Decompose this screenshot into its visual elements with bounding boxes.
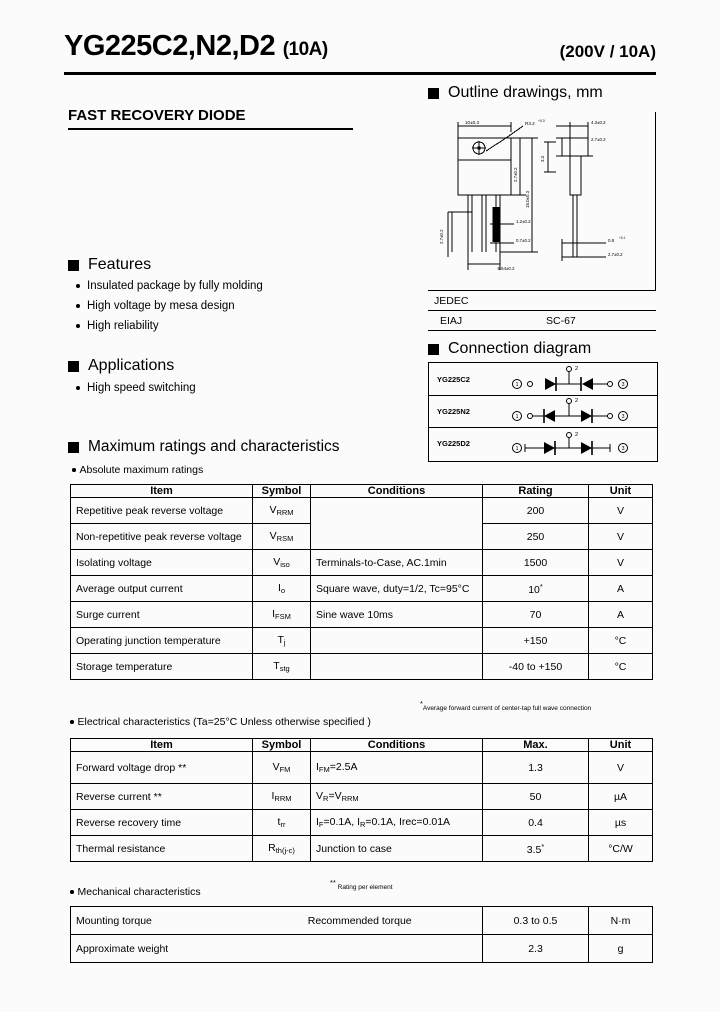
application-text: High speed switching [87,382,196,394]
bullet-square-icon [428,88,439,99]
footnote-text: Average forward current of center-tap full wave connection [422,705,592,712]
table-row [71,628,653,654]
applications-list [68,380,196,400]
rating-summary: (200V / 10A) [559,42,656,61]
cell-max: 50 [483,784,589,810]
cell-rating: 1500 [483,550,589,576]
features-heading [68,256,151,274]
cell-conditions: $V_R=V_{RRM}$ [311,784,483,810]
connection-diagram-box [428,362,658,462]
cell-item: Forward voltage drop ** [71,752,253,784]
dim-side-lead-thick: 0.8 [608,238,615,243]
title-row [64,30,656,70]
electrical-footnote [330,878,393,891]
cell-item: Storage temperature [71,654,253,680]
dim-height-outer: 15.0±0.3 [525,190,530,208]
electrical-subheading-label: Electrical characteristics (Ta=25°C Unless otherwise specified ) [77,716,371,728]
cell-rating: -40 to +150 [483,654,589,680]
outline-drawing-figure [428,112,656,289]
part-numbers: YG225C2,N2,D2 [64,30,276,62]
outline-heading-label: Outline drawings, mm [448,84,603,101]
table-header-row [71,739,653,752]
cell-conditions [311,628,483,654]
cell-item: Non-repetitive peak reverse voltage [71,524,253,550]
standard-name: EIAJ [428,311,540,331]
dim-lead-pitch: 5.64±0.2 [497,266,515,271]
table-row [71,524,653,550]
list-item [68,298,263,315]
bullet-square-icon [428,344,439,355]
table-row [71,550,653,576]
terminal-2: 2 [575,398,579,404]
cell-max: 3.5* [483,836,589,862]
cell-item: Reverse current ** [71,784,253,810]
cell-value: 2.3 [483,935,589,963]
dim-radius: R3.2 [525,121,535,126]
table-row [71,602,653,628]
column-header-symbol: Symbol [253,485,311,498]
table-row [428,311,656,331]
title-divider [64,72,656,75]
mech-item-label: Mounting torque [76,914,152,927]
column-header-rating: Rating [483,485,589,498]
current-suffix: (10A) [282,39,328,60]
cell-conditions: $I_F=0.1A$, $I_R=0.1A$, Irec=0.01A [311,810,483,836]
applications-heading-label: Applications [88,357,175,374]
cell-rating: 200 [483,498,589,524]
column-header-conditions: Conditions [311,739,483,752]
list-item [68,278,263,295]
cell-item: Approximate weight [71,935,483,963]
terminal-1: 1 [515,382,519,388]
mech-conditions-label: Recommended torque [307,914,412,927]
outline-panel-right-border [655,112,656,290]
terminal-1: 1 [515,414,519,420]
footnote-text: Rating per element [337,884,393,891]
mechanical-subheading-label: Mechanical characteristics [77,886,201,898]
cell-rating: 250 [483,524,589,550]
terminal-1: 1 [515,446,519,452]
connection-part-label-c2: YG225C2 [437,374,470,384]
cell-conditions: Sine wave 10ms [311,602,483,628]
column-header-unit: Unit [589,485,653,498]
cell-item [71,907,483,935]
bullet-dot-icon [76,324,80,328]
table-row [71,836,653,862]
cell-item: Isolating voltage [71,550,253,576]
bullet-dot-icon [76,284,80,288]
product-type-heading: FAST RECOVERY DIODE [68,107,246,124]
maximum-ratings-table [70,484,653,680]
list-item [68,318,263,335]
bullet-dot-icon [72,468,76,472]
features-heading-label: Features [88,256,152,273]
table-row [71,654,653,680]
column-header-item: Item [71,739,253,752]
schematic-d2 [511,427,641,459]
connection-heading-label: Connection diagram [448,340,592,357]
package-outline-svg [428,112,656,289]
cell-symbol: $I_o$ [253,576,311,602]
absolute-maxratings-subheading [72,464,203,476]
bullet-dot-icon [76,386,80,390]
dim-radius-tol: +0.3 [538,119,545,123]
cell-unit: V [589,498,653,524]
mechanical-characteristics-table [70,906,653,963]
product-type-divider [68,128,353,130]
column-header-conditions: Conditions [311,485,483,498]
cell-symbol: $T_{stg}$ [253,654,311,680]
connection-row-c2 [429,363,657,395]
dim-lead-thick: 1.2±0.2 [516,219,531,224]
cell-unit: V [589,550,653,576]
page-title [64,30,328,63]
cell-conditions [311,654,483,680]
cell-unit: A [589,602,653,628]
dim-side-lead-tol: +0.1 [619,236,626,240]
terminal-3: 3 [621,446,625,452]
bullet-square-icon [68,361,79,372]
feature-text: Insulated package by fully molding [87,280,263,292]
table-row [71,498,653,524]
cell-unit: N·m [589,907,653,935]
standard-name: JEDEC [428,291,540,311]
cell-symbol: $V_{iso}$ [253,550,311,576]
terminal-3: 3 [621,382,625,388]
bullet-dot-icon [76,304,80,308]
standard-value [540,291,656,311]
cell-symbol: $T_j$ [253,628,311,654]
terminal-2: 2 [575,366,579,372]
cell-conditions: Square wave, duty=1/2, Tc=95°C [311,576,483,602]
dim-side-top: 4.3±0.2 [591,120,606,125]
column-header-item: Item [71,485,253,498]
footnote-marker: * [420,699,423,708]
feature-text: High voltage by mesa design [87,300,235,312]
standards-table [428,290,656,331]
cell-rating: 70 [483,602,589,628]
cell-rating: 10* [483,576,589,602]
cell-symbol: $I_{RRM}$ [253,784,311,810]
cell-item: Repetitive peak reverse voltage [71,498,253,524]
table-row [71,752,653,784]
connection-part-label-n2: YG225N2 [437,406,470,416]
cell-unit: °C [589,628,653,654]
dim-lead-width: 0.7±0.2 [516,238,531,243]
table-row [71,576,653,602]
maxratings-footnote [420,699,591,712]
cell-symbol: $V_{FM}$ [253,752,311,784]
terminal-2: 2 [575,432,579,438]
absolute-maxratings-label: Absolute maximum ratings [79,464,204,476]
cell-unit: A [589,576,653,602]
connection-row-d2 [429,427,657,459]
cell-conditions [311,524,483,550]
cell-unit: V [589,524,653,550]
cell-conditions: Junction to case [311,836,483,862]
cell-rating: +150 [483,628,589,654]
column-header-unit: Unit [589,739,653,752]
table-row [71,907,653,935]
electrical-characteristics-table [70,738,653,862]
applications-heading [68,357,174,375]
list-item [68,380,196,397]
connection-part-label-d2: YG225D2 [437,438,470,448]
cell-max: 1.3 [483,752,589,784]
cell-conditions: $I_{FM}=2.5A$ [311,752,483,784]
dim-width-top: 10±0.3 [464,120,480,125]
bullet-square-icon [68,260,79,271]
maxratings-heading-label: Maximum ratings and characteristics [88,438,340,455]
dim-lead-base: 2.7±0.2 [439,229,444,244]
cell-item: Surge current [71,602,253,628]
mechanical-subheading [70,886,201,898]
cell-symbol: $t_{rr}$ [253,810,311,836]
cell-unit: °C [589,654,653,680]
cell-unit: µs [589,810,653,836]
cell-conditions [311,498,483,524]
schematic-n2 [511,395,641,427]
cell-max: 0.4 [483,810,589,836]
bullet-dot-icon [70,890,74,894]
column-header-max: Max. [483,739,589,752]
bullet-square-icon [68,442,79,453]
terminal-3: 3 [621,414,625,420]
table-row [71,935,653,963]
terminal-numbers [515,366,624,388]
terminal-numbers [515,398,624,420]
cell-unit: V [589,752,653,784]
table-row [71,784,653,810]
connection-diagram-heading [428,340,591,358]
cell-unit: µA [589,784,653,810]
terminal-numbers [515,432,624,452]
dim-side-depth: 2.7±0.2 [608,252,623,257]
footnote-marker: ** [330,878,336,887]
electrical-subheading [70,716,371,728]
maxratings-heading [68,438,340,456]
cell-item: Reverse recovery time [71,810,253,836]
table-header-row [71,485,653,498]
column-header-symbol: Symbol [253,739,311,752]
table-row [428,291,656,311]
cell-unit: °C/W [589,836,653,862]
features-list [68,278,263,338]
bullet-dot-icon [70,720,74,724]
connection-row-n2 [429,395,657,427]
cell-item: Average output current [71,576,253,602]
dim-height-inner: 2.7±0.2 [513,167,518,182]
cell-unit: g [589,935,653,963]
standard-value: SC-67 [540,311,656,331]
cell-conditions: Terminals-to-Case, AC.1min [311,550,483,576]
cell-item: Operating junction temperature [71,628,253,654]
cell-symbol: $I_{FSM}$ [253,602,311,628]
cell-symbol: $V_{RRM}$ [253,498,311,524]
table-row [71,810,653,836]
schematic-c2 [511,363,641,395]
dim-side-step: 2.7±0.2 [591,137,606,142]
cell-symbol: $V_{RSM}$ [253,524,311,550]
dim-side-mid: 3.3 [540,155,545,162]
cell-value: 0.3 to 0.5 [483,907,589,935]
cell-item: Thermal resistance [71,836,253,862]
feature-text: High reliability [87,320,159,332]
cell-symbol: $R_{th(j-c)}$ [253,836,311,862]
outline-drawings-heading [428,84,603,102]
